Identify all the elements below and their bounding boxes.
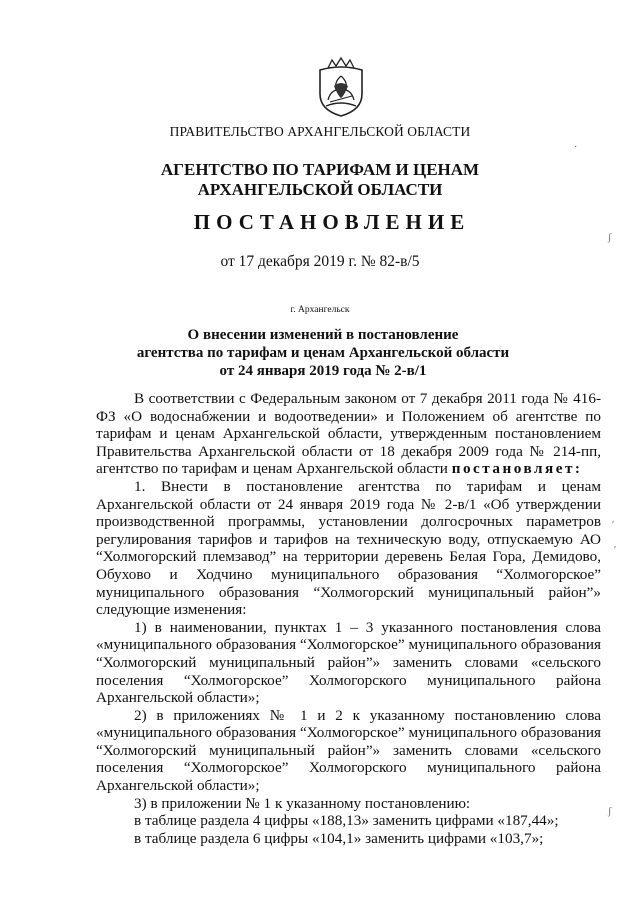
document-type: ПОСТАНОВЛЕНИЕ (193, 210, 471, 234)
scan-mark: ʃ (608, 806, 612, 817)
clause-1: 1. Внести в постановление агентства по тарифам и ценам Архангельской области от 24 января 2019 года № 2-в/1 «Об утверждении производственной программы, установлении долгосрочных параметров регулирования тарифов и тарифов на техническую воду, отпускаемую АО “Холмогорский племзавод” на территории деревень Белая Гора, Демидово, Обухово и Ходчино муниципального образования “Холмогорское” муниципального образования “Холмогорский муниципальный район”» следующие изменения: (96, 477, 601, 619)
preamble-paragraph (96, 390, 601, 478)
government-name: ПРАВИТЕЛЬСТВО АРХАНГЕЛЬСКОЙ ОБЛАСТИ (169, 124, 471, 139)
document-body (96, 390, 601, 847)
decree-word: постановляет: (451, 460, 583, 478)
amendment-line-1: в таблице раздела 4 цифры «188,13» заменить цифрами «187,44»; (134, 812, 559, 830)
document-date-number: от 17 декабря 2019 г. № 82-в/5 (220, 253, 420, 270)
subclause-1: 1) в наименовании, пунктах 1 – 3 указанного постановления слова «муниципального образования “Холмогорское” муниципального образования “Холмогорский муниципальный район”» заменить словами «сельского поселения “Холмогорское” Холмогорского муниципального района Архангельской области»; (96, 618, 601, 707)
agency-name-line2: АРХАНГЕЛЬСКОЙ ОБЛАСТИ (197, 180, 443, 199)
agency-name (0, 160, 640, 200)
city-name: г. Архангельск (290, 305, 350, 315)
coat-of-arms-icon (314, 56, 368, 118)
subject-line1: О внесении изменений в постановление (187, 327, 459, 343)
scan-mark: · (574, 142, 578, 153)
amendment-line-2: в таблице раздела 6 цифры «104,1» заменить цифрами «103,7»; (134, 829, 544, 847)
scan-mark: ʃ (608, 232, 612, 243)
scan-mark: ʹ (612, 520, 615, 531)
subclause-2: 2) в приложениях № 1 и 2 к указанному постановлению слова «муниципального образования “Холмогорское” муниципального образования “Холмогорский муниципальный район”» заменить словами «сельского поселения “Холмогорское” Холмогорского муниципального района Архангельской области»; (96, 706, 601, 795)
preamble-text: В соответствии с Федеральным законом от 7 декабря 2011 года № 416-ФЗ «О водоснабжении и водоотведении» и Положением об агентстве по тарифам и ценам Архангельской области, утвержденным постановлением Правительства Архангельской области от 18 декабря 2009 года № 214-пп, агентство по тарифам и ценам Архангельской области (96, 390, 601, 478)
subclause-3: 3) в приложении № 1 к указанному постановлению: (134, 794, 471, 812)
subject-line3: от 24 января 2019 года № 2-в/1 (219, 363, 427, 379)
agency-name-line1: АГЕНТСТВО ПО ТАРИФАМ И ЦЕНАМ (160, 160, 480, 179)
document-subject (3, 326, 640, 380)
scan-mark: ʹ (614, 545, 617, 556)
subject-line2: агентства по тарифам и ценам Архангельской области (136, 345, 510, 361)
